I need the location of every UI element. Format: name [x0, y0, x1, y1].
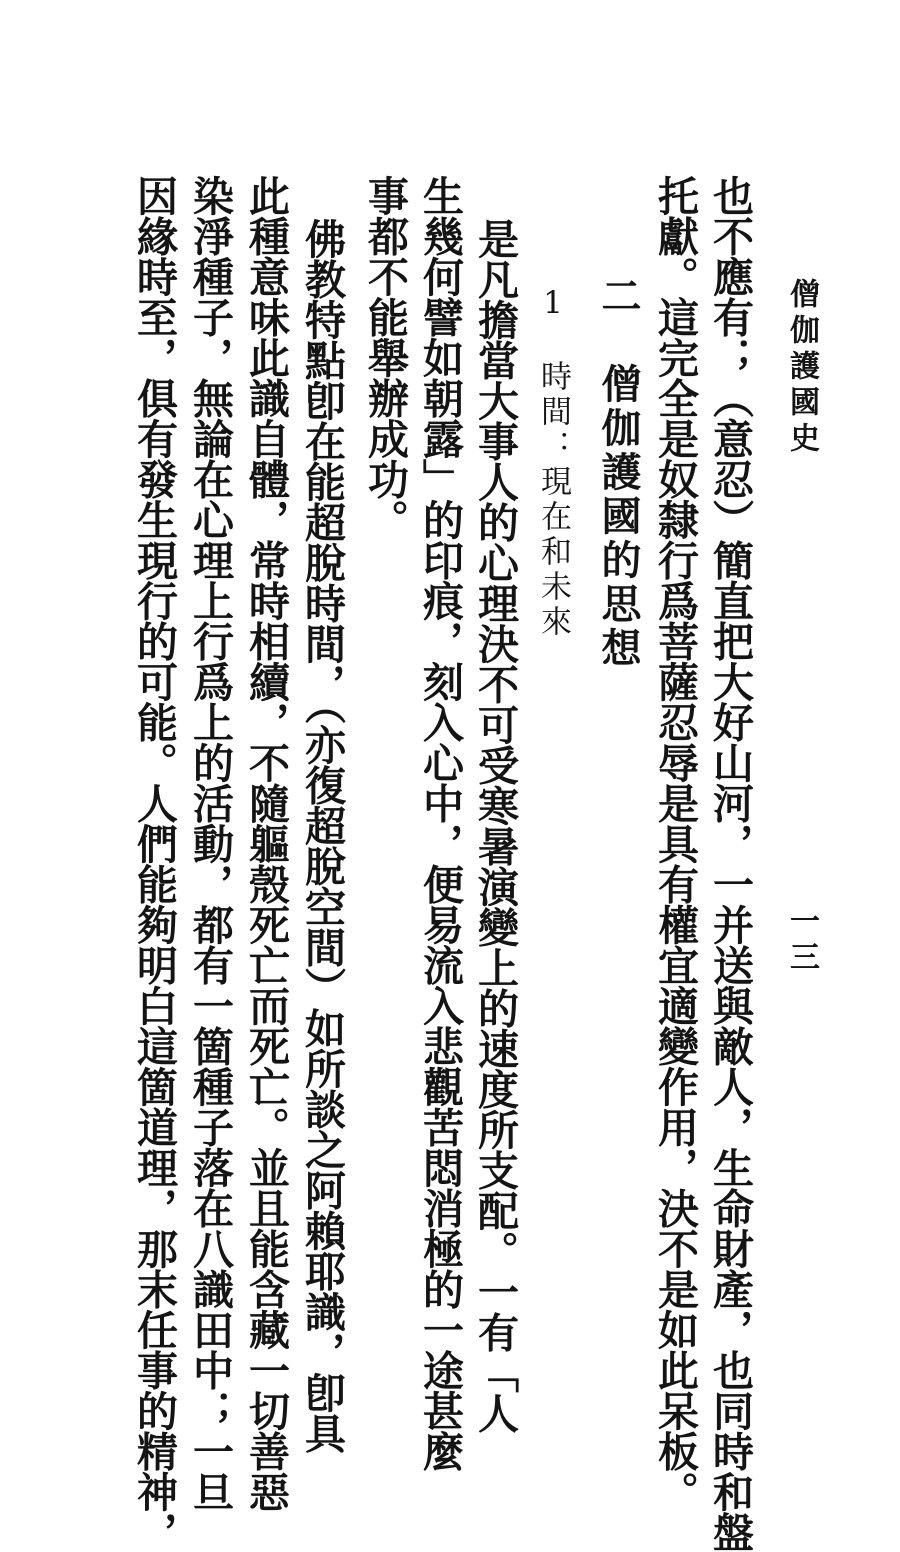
text-line-3: 是凡擔當大事人的心理決不可受寒暑演變上的速度所支配。一有「人	[471, 218, 519, 1433]
section-heading	[595, 275, 642, 671]
text-line-9: 因緣時至，俱有發生現行的可能。人們能夠明白這箇道理，那末任事的精神，	[130, 175, 178, 1552]
text-line-1: 也不應有；（意忍）簡直把大好山河，一并送與敵人，生命財產，也同時和盤	[706, 175, 754, 1552]
text-line-7: 此種意味此識自體，常時相續，不隨軀殼死亡而死亡。並且能含藏一切善惡	[242, 175, 290, 1512]
section-title: 僧伽護國的思想	[595, 363, 642, 671]
section-number: 二	[595, 275, 642, 319]
text-line-8: 染淨種子，無論在心理上行爲上的活動，都有一箇種子落在八識田中；一旦	[186, 175, 234, 1512]
running-header-title: 僧伽護國史	[784, 278, 819, 458]
text-line-4: 生幾何譬如朝露」的印痕，刻入心中，便易流入悲觀苦悶消極的一途甚麼	[416, 175, 464, 1471]
subsection-heading: 1 時間：現在和未來	[535, 285, 571, 640]
section-heading-gap	[595, 319, 642, 363]
page-number: 一三	[784, 905, 819, 977]
text-line-2: 托獻。這完全是奴隸行爲菩薩忍辱是具有權宜適變作用，決不是如此呆板。	[651, 175, 699, 1512]
text-line-5: 事都不能舉辦成功。	[361, 175, 409, 540]
text-line-6: 佛教特點卽在能超脫時間，（亦復超脫空間）如所談之阿賴耶識，卽具	[298, 218, 346, 1453]
